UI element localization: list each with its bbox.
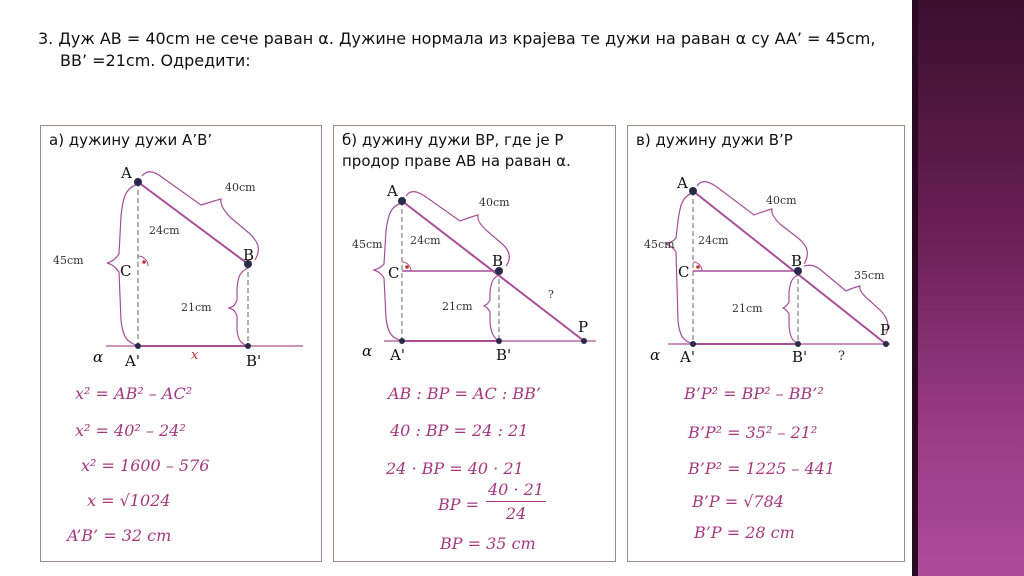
- panel-b: [333, 125, 616, 562]
- equation-b-fraction: [486, 480, 546, 523]
- dim-ab: 40cm: [225, 181, 256, 194]
- equation-c-4: B’P = √784: [692, 492, 784, 511]
- equation-b-1: AB : BP = AC : BB’: [388, 384, 541, 403]
- dim-bb1: 21cm: [181, 301, 212, 314]
- point-b1-label: B': [496, 346, 512, 364]
- dim-b1p: ?: [838, 349, 845, 364]
- point-a1-label: A': [680, 348, 695, 366]
- dim-aa1: 45cm: [53, 254, 84, 267]
- equation-c-2: B’P² = 35² – 21²: [688, 423, 818, 442]
- point-p-label: P: [578, 318, 589, 336]
- dim-ab: 40cm: [766, 194, 797, 207]
- point-c-label: C: [120, 262, 132, 280]
- problem-statement: [38, 28, 898, 72]
- equation-c-5: B’P = 28 cm: [694, 523, 795, 542]
- dim-bb1: 21cm: [442, 300, 473, 313]
- alpha-label: α: [650, 346, 661, 364]
- dim-ab: 40cm: [479, 196, 510, 209]
- problem-line-2: BB’ =21cm. Одредити:: [60, 51, 251, 70]
- dim-ac: 24cm: [149, 224, 180, 237]
- alpha-label: α: [362, 342, 373, 360]
- equation-a-5: A’B’ = 32 cm: [67, 526, 172, 545]
- problem-line-1: 3. Дуж AB = 40cm не сече раван α. Дужине нормала из крајева те дужи на раван α су AA’ = 45cm,: [38, 29, 876, 48]
- point-b1-label: B': [792, 348, 808, 366]
- panel-a-diagram: [41, 126, 323, 563]
- point-c-label: C: [388, 264, 400, 282]
- equation-b-result: BP = 35 cm: [440, 534, 536, 553]
- point-b-label: B: [791, 252, 803, 270]
- decorative-sidebar: [912, 0, 1024, 576]
- panel-b-title-line-2: продор праве AB на раван α.: [342, 152, 571, 170]
- equation-a-4: x = √1024: [87, 491, 171, 510]
- panel-a-title: а) дужину дужи A’B’: [49, 131, 213, 149]
- point-c-label: C: [678, 263, 690, 281]
- equation-b-fraction-lhs: BP =: [438, 495, 480, 514]
- alpha-label: α: [93, 348, 104, 366]
- fraction-denominator: 24: [505, 504, 527, 523]
- equation-a-1: x² = AB² – AC²: [75, 384, 193, 403]
- point-a-label: A: [387, 182, 398, 200]
- equation-b-2: 40 : BP = 24 : 21: [390, 421, 529, 440]
- point-p-label: P: [880, 321, 891, 339]
- dim-bb1: 21cm: [732, 302, 763, 315]
- dim-unknown: x: [191, 348, 199, 363]
- equation-b-3: 24 · BP = 40 · 21: [386, 459, 524, 478]
- panel-a: [40, 125, 322, 562]
- equation-a-3: x² = 1600 – 576: [81, 456, 210, 475]
- point-b-label: B: [243, 246, 255, 264]
- equation-c-3: B’P² = 1225 – 441: [688, 459, 836, 478]
- point-a-label: A: [121, 164, 132, 182]
- equation-c-1: B’P² = BP² – BB’²: [684, 384, 824, 403]
- point-a1-label: A': [125, 352, 140, 370]
- dim-ac: 24cm: [410, 234, 441, 247]
- point-a-label: A: [677, 174, 688, 192]
- dim-aa1: 45cm: [352, 238, 383, 251]
- point-a1-label: A': [390, 346, 405, 364]
- point-b-label: B: [492, 252, 504, 270]
- dim-bp: ?: [548, 288, 554, 301]
- equation-a-2: x² = 40² – 24²: [75, 421, 186, 440]
- panel-c: [627, 125, 905, 562]
- panel-c-title: в) дужину дужи B’P: [636, 131, 793, 149]
- dim-aa1: 45cm: [644, 238, 675, 251]
- fraction-numerator: 40 · 21: [488, 480, 544, 499]
- dim-bp: 35cm: [854, 269, 885, 282]
- panel-b-title-line-1: б) дужину дужи BP, где је P: [342, 131, 564, 149]
- point-b1-label: B': [246, 352, 262, 370]
- dim-ac: 24cm: [698, 234, 729, 247]
